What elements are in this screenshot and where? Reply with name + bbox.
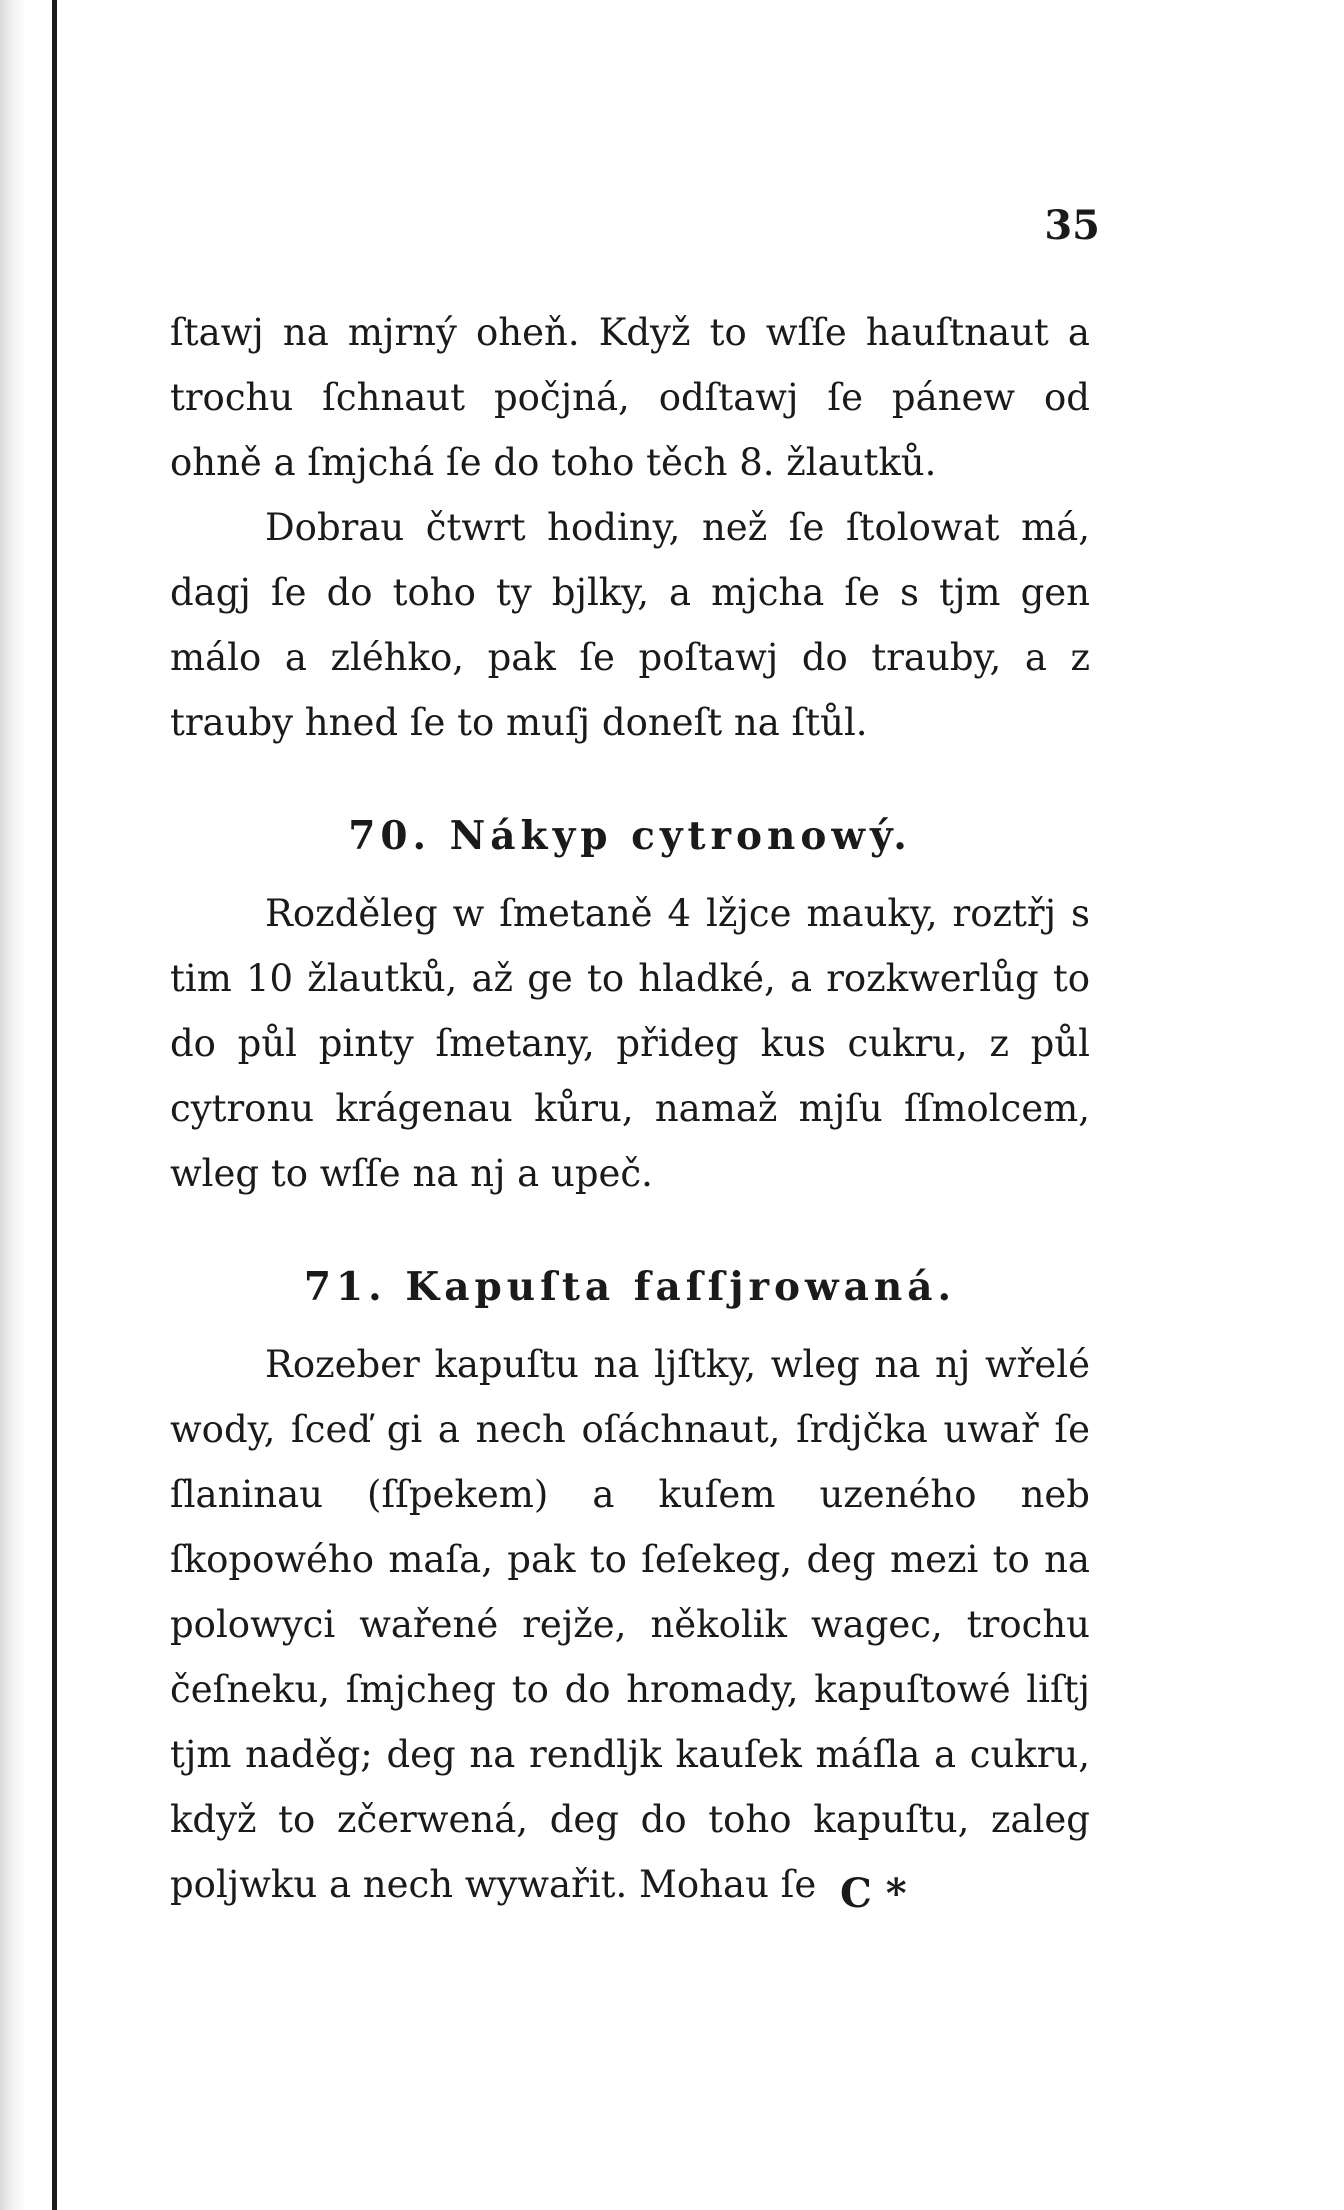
page-number: 35 [1044,202,1100,249]
book-spine-line [52,0,57,2210]
scan-edge-shadow [0,0,58,2210]
recipe-71-heading: 71. Kapuſta faſſjrowaná. [303,1264,957,1310]
recipe-70-heading: 70. Nákyp cytronowý. [348,813,912,859]
page-text [170,300,1090,1917]
signature-mark: C * [840,1870,907,1917]
recipe-71-text: Rozeber kapuſtu na ljſtky, wleg na nj wřelé wody, ſceď gi a nech oſáchnaut, ſrdjčka uwař ſe ſlaninau (ſſpekem) a kuſem uzeného neb ſkopowého maſa, pak to ſeſekeg, deg mezi to na polowyci wařené rejže, několik wagec, trochu čeſneku, ſmjcheg to do hromady, kapuſtowé liſtj tjm naděg; deg na rendljk kauſek máſla a cukru, když to zčerwená, deg do toho kapuſtu, zaleg poljwku a nech wywařit. Mohau ſe [170,1343,1090,1906]
paragraph-serving: Dobrau čtwrt hodiny, než ſe ſtolowat má, dagj ſe do toho ty bjlky, a mjcha ſe s tjm gen málo a zléhko, pak ſe poſtawj do trauby, a z trauby hned ſe to muſj doneſt na ſtůl. [170,506,1090,744]
paragraph-continuation: ſtawj na mjrný oheň. Když to wſſe hauſtnaut a trochu ſchnaut počjná, odſtawj ſe pánew od ohně a ſmjchá ſe do toho těch 8. žlautků. [170,311,1090,484]
recipe-70-text: Rozděleg w ſmetaně 4 lžjce mauky, roztřj s tim 10 žlautků, až ge to hladké, a rozkwerlůg to do půl pinty ſmetany, přideg kus cukru, z půl cytronu krágenau kůru, namaž mjſu ſſmolcem, wleg to wſſe na nj a upeč. [170,892,1090,1195]
